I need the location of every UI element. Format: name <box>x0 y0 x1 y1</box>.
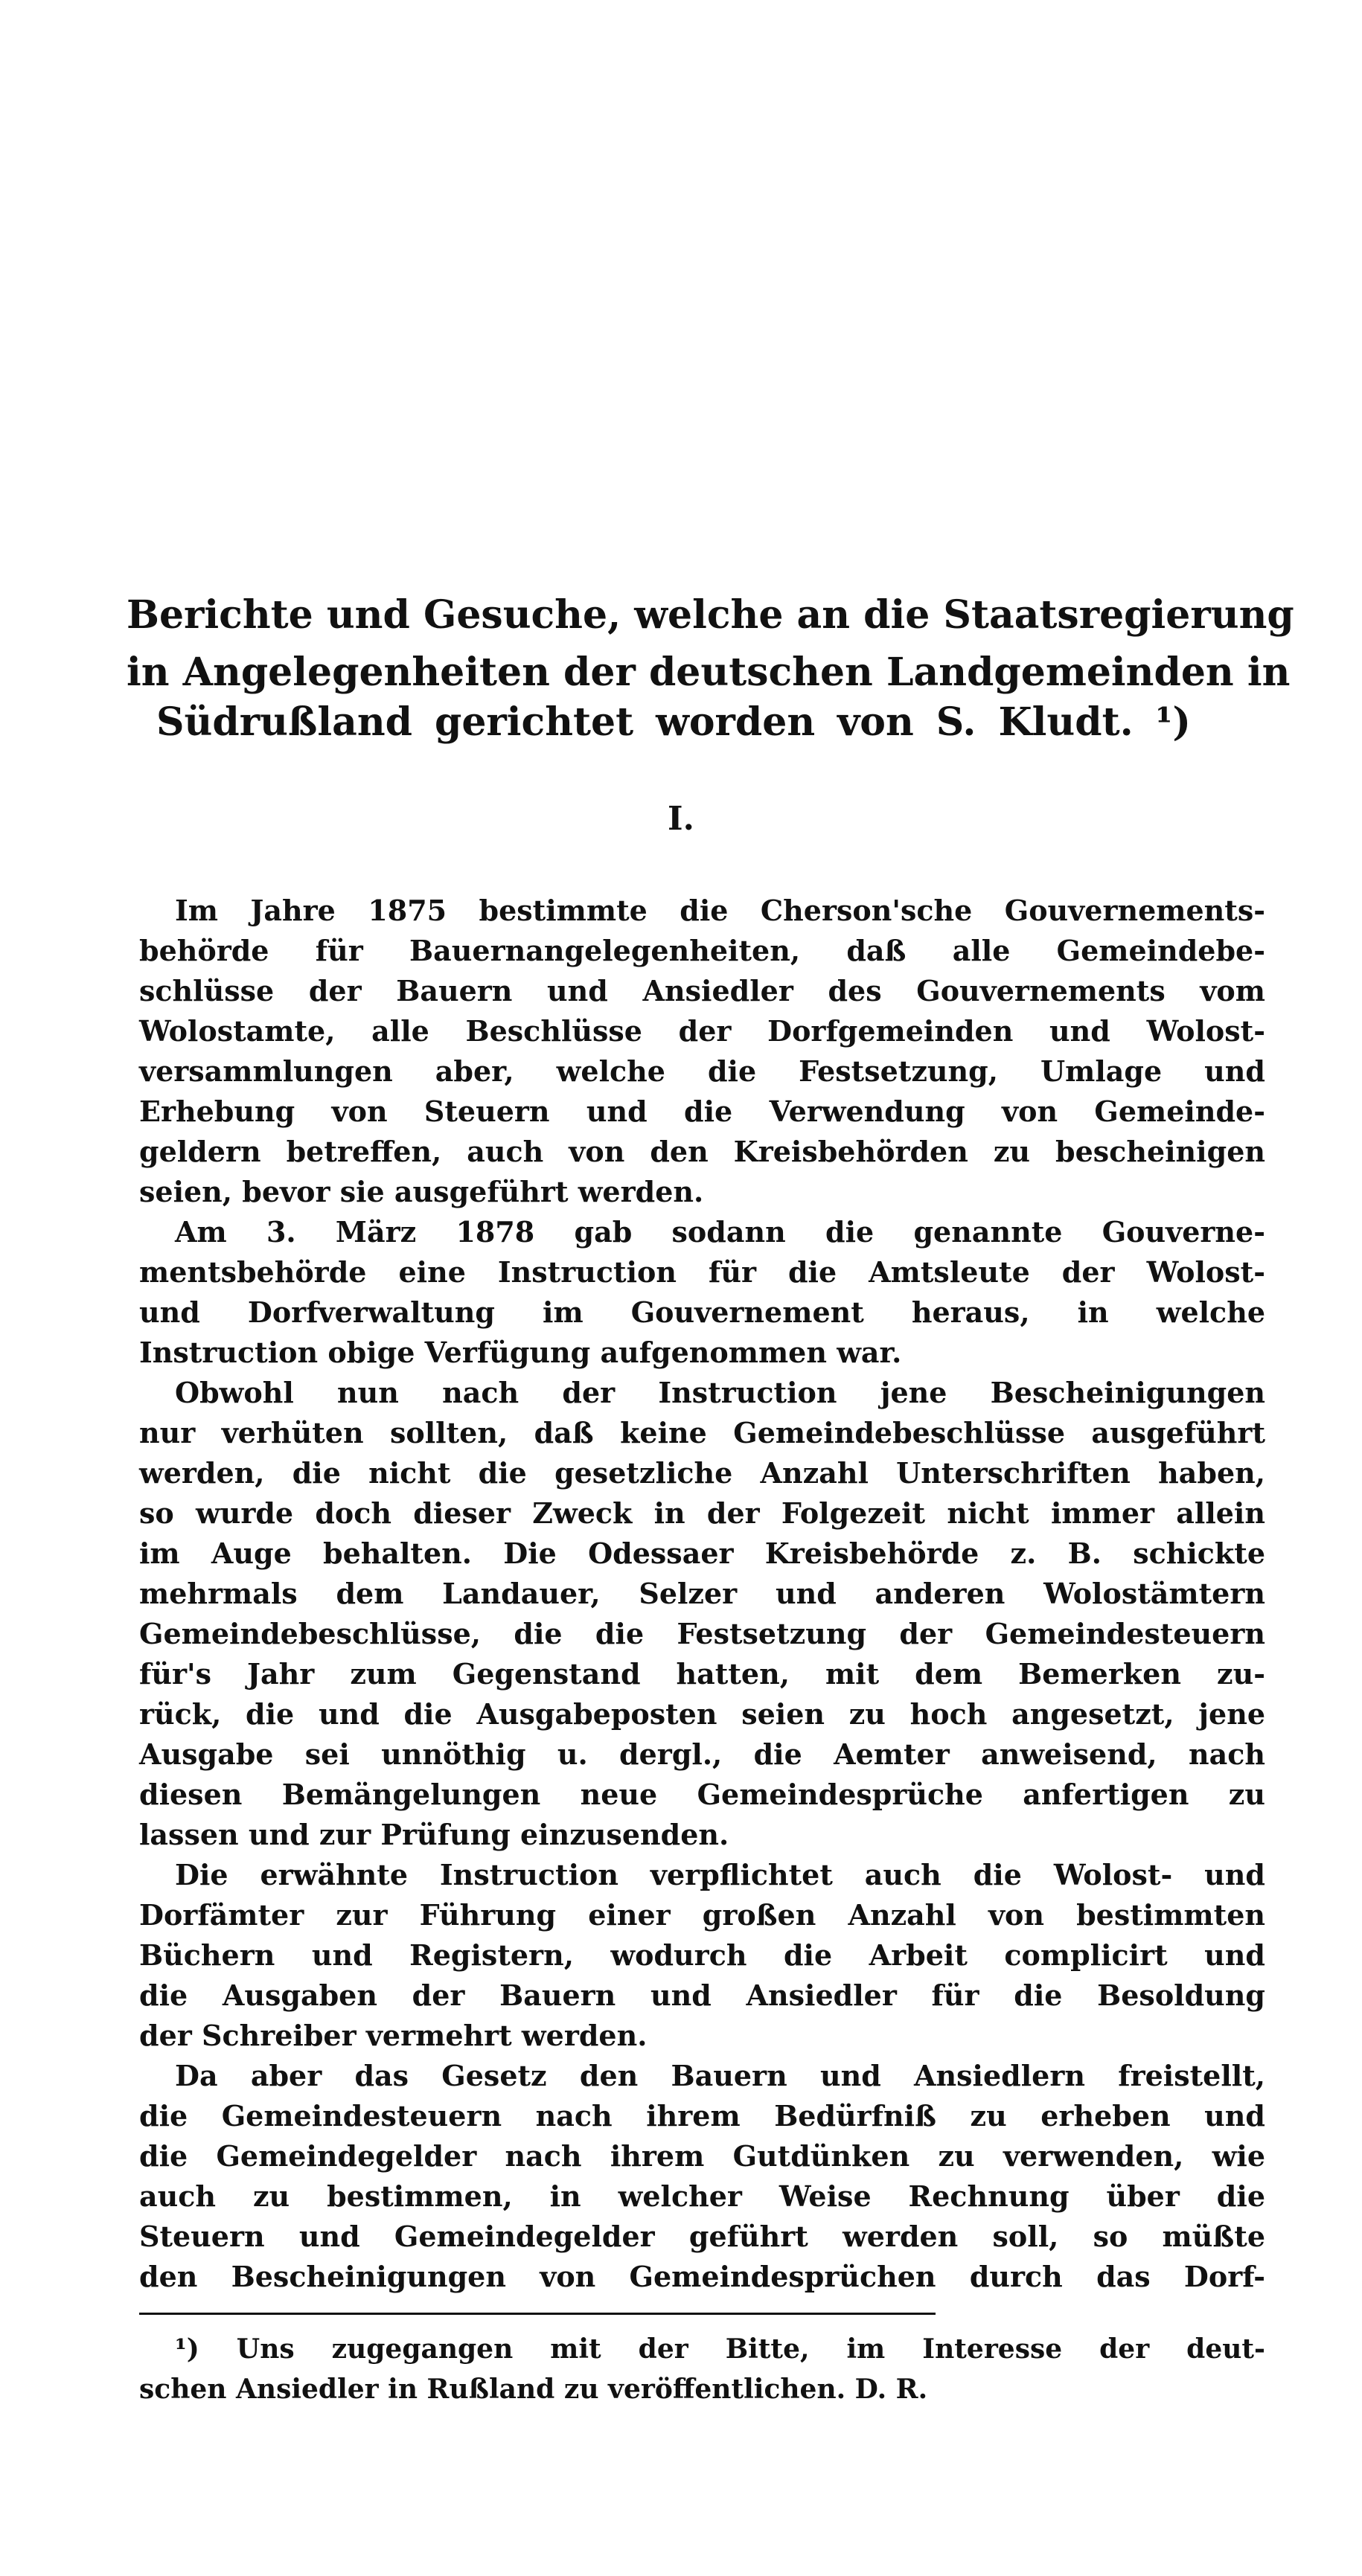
title-line-1: Berichte und Gesuche, welche an die Staatsregierung <box>127 592 1294 638</box>
text-line: Dorfämter zur Führung einer großen Anzahl von bestimmten <box>139 1898 1265 1932</box>
text-line: die Gemeindegelder nach ihrem Gutdünken zu verwenden, wie <box>139 2139 1265 2173</box>
text-line: Obwohl nun nach der Instruction jene Bescheinigungen <box>175 1376 1265 1409</box>
text-line: seien, bevor sie ausgeführt werden. <box>139 1175 704 1208</box>
text-line: den Bescheinigungen von Gemeindesprüchen durch das Dorf- <box>139 2260 1265 2293</box>
title-line-2: in Angelegenheiten der deutschen Landgemeinden in <box>127 650 1291 695</box>
footnote-divider <box>139 2313 936 2315</box>
section-number: I. <box>668 800 694 838</box>
text-line: Am 3. März 1878 gab sodann die genannte Gouverne- <box>175 1215 1265 1249</box>
text-line: Im Jahre 1875 bestimmte die Cherson'sche Gouvernements- <box>175 894 1265 927</box>
text-line: die Ausgaben der Bauern und Ansiedler für die Besoldung <box>139 1979 1265 2012</box>
text-line: der Schreiber vermehrt werden. <box>139 2019 648 2052</box>
text-line: Die erwähnte Instruction verpflichtet auch die Wolost- und <box>175 1858 1265 1891</box>
footnote-line: schen Ansiedler in Rußland zu veröffentlichen. D. R. <box>139 2374 928 2405</box>
text-line: versammlungen aber, welche die Festsetzung, Umlage und <box>139 1054 1265 1088</box>
text-line: Gemeindebeschlüsse, die die Festsetzung der Gemeindesteuern <box>139 1617 1265 1650</box>
text-line: schlüsse der Bauern und Ansiedler des Gouvernements vom <box>139 974 1265 1007</box>
text-line: Ausgabe sei unnöthig u. dergl., die Aemter anweisend, nach <box>139 1737 1265 1771</box>
text-line: mentsbehörde eine Instruction für die Amtsleute der Wolost- <box>139 1255 1265 1289</box>
text-line: Erhebung von Steuern und die Verwendung von Gemeinde- <box>139 1095 1265 1128</box>
text-line: lassen und zur Prüfung einzusenden. <box>139 1818 729 1851</box>
text-line: Steuern und Gemeindegelder geführt werden soll, so müßte <box>139 2220 1265 2253</box>
title-line-3: Südrußland gerichtet worden von S. Kludt. ¹) <box>156 699 1191 745</box>
text-line: mehrmals dem Landauer, Selzer und anderen Wolostämtern <box>139 1577 1265 1610</box>
text-line: nur verhüten sollten, daß keine Gemeindebeschlüsse ausgeführt <box>139 1416 1265 1449</box>
text-line: diesen Bemängelungen neue Gemeindesprüche anfertigen zu <box>139 1778 1265 1811</box>
text-line: werden, die nicht die gesetzliche Anzahl Unterschriften haben, <box>139 1456 1265 1490</box>
footnote-line: ¹) Uns zugegangen mit der Bitte, im Interesse der deut- <box>175 2333 1265 2365</box>
text-line: rück, die und die Ausgabeposten seien zu hoch angesetzt, jene <box>139 1697 1265 1731</box>
text-line: behörde für Bauernangelegenheiten, daß alle Gemeindebe- <box>139 934 1265 967</box>
text-line: für's Jahr zum Gegenstand hatten, mit dem Bemerken zu- <box>139 1657 1265 1691</box>
text-line: auch zu bestimmen, in welcher Weise Rechnung über die <box>139 2179 1265 2213</box>
text-line: im Auge behalten. Die Odessaer Kreisbehörde z. B. schickte <box>139 1537 1265 1570</box>
text-line: so wurde doch dieser Zweck in der Folgezeit nicht immer allein <box>139 1496 1265 1530</box>
text-line: und Dorfverwaltung im Gouvernement heraus, in welche <box>139 1295 1265 1329</box>
text-line: geldern betreffen, auch von den Kreisbehörden zu bescheinigen <box>139 1135 1265 1168</box>
footnote <box>139 2329 1265 2409</box>
text-line: die Gemeindesteuern nach ihrem Bedürfniß zu erheben und <box>139 2099 1265 2133</box>
text-line: Da aber das Gesetz den Bauern und Ansiedlern freistellt, <box>175 2059 1265 2092</box>
body-text <box>139 891 1265 2297</box>
text-line: Wolostamte, alle Beschlüsse der Dorfgemeinden und Wolost- <box>139 1014 1265 1048</box>
text-line: Instruction obige Verfügung aufgenommen war. <box>139 1336 902 1369</box>
text-line: Büchern und Registern, wodurch die Arbeit complicirt und <box>139 1938 1265 1972</box>
